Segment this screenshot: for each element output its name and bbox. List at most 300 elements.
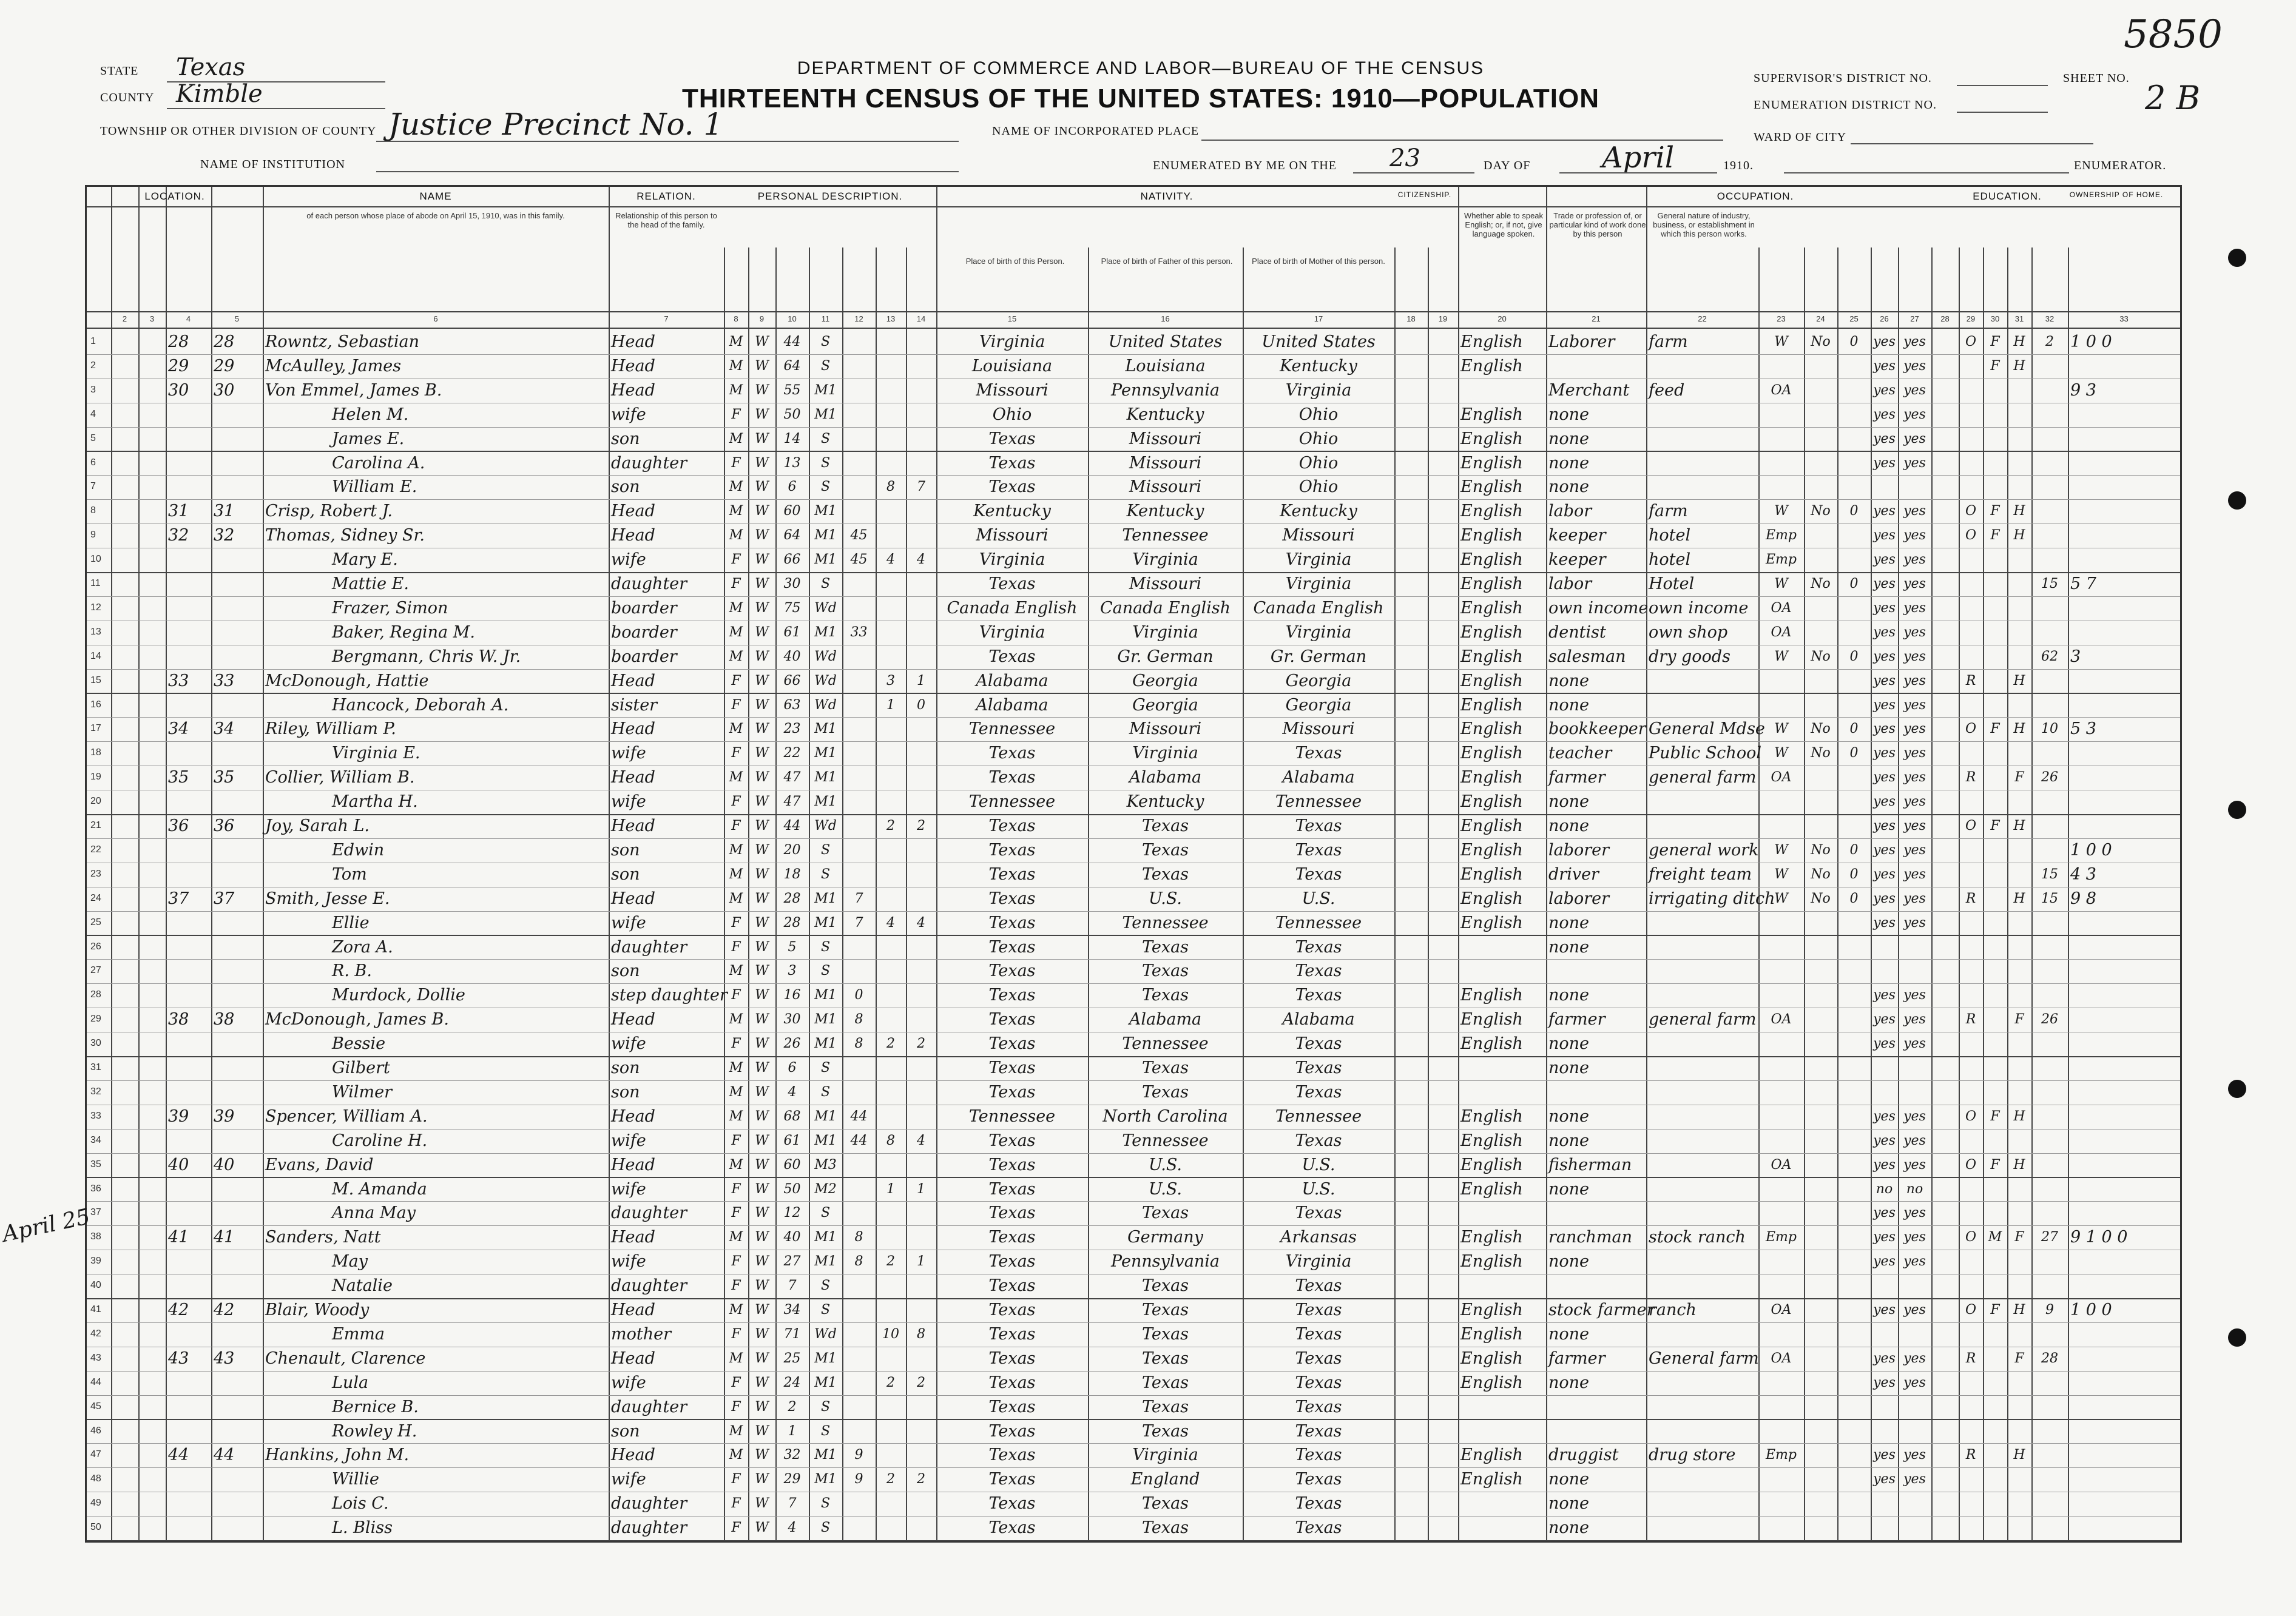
cell-mother-birth: Georgia [1285, 695, 1352, 715]
cell-years-married: 7 [854, 890, 863, 906]
cell-write: yes [1903, 770, 1926, 786]
cell-relation: step daughter [611, 986, 728, 1005]
cell-employ: Emp [1765, 552, 1797, 568]
cell-father-birth: Texas [1141, 1276, 1189, 1296]
cell-marital: S [820, 939, 831, 955]
cell-industry: farm [1649, 332, 1688, 351]
cell-mother-birth: Kentucky [1280, 356, 1357, 375]
column-number: 25 [1849, 314, 1859, 323]
cell-birth: Ohio [992, 405, 1032, 424]
cell-schedule: 10 [2041, 721, 2058, 737]
cell-father-birth: Texas [1141, 1373, 1189, 1392]
cell-age: 64 [783, 528, 801, 544]
column-number: 31 [2014, 314, 2024, 323]
cell-mother-birth: Virginia [1285, 380, 1352, 400]
cell-name: Mary E. [332, 550, 398, 570]
cell-birth: Texas [988, 986, 1036, 1005]
group-location: LOCATION. [144, 190, 205, 202]
cell-father-birth: Missouri [1129, 574, 1202, 593]
cell-race: W [755, 1108, 769, 1124]
cell-birth: Texas [988, 1373, 1036, 1392]
cell-own: O [1965, 721, 1977, 737]
cell-marital: M1 [814, 746, 837, 761]
cell-write: yes [1903, 1254, 1926, 1270]
cell-birth: Missouri [976, 380, 1048, 400]
cell-years-married: 44 [850, 1108, 868, 1124]
cell-language: English [1460, 986, 1523, 1005]
cell-age: 16 [783, 988, 801, 1003]
cell-age: 50 [783, 1181, 801, 1197]
cell-write: yes [1903, 1205, 1926, 1221]
cell-schedule: 27 [2041, 1230, 2058, 1245]
cell-mother-birth: Ohio [1298, 429, 1339, 448]
cell-race: W [755, 624, 769, 640]
cell-marital: S [820, 455, 831, 471]
cell-write: yes [1903, 1012, 1926, 1028]
census-row [87, 330, 2180, 354]
cell-mother-birth: Kentucky [1280, 502, 1357, 521]
census-row [87, 1419, 2180, 1443]
cell-sex: F [731, 1472, 741, 1487]
cell-mother-birth: Virginia [1285, 622, 1352, 642]
cell-race: W [755, 455, 769, 471]
cell-birth: Texas [988, 1204, 1036, 1223]
cell-read: yes [1873, 1012, 1896, 1028]
cell-marital: S [820, 431, 831, 446]
cell-race: W [755, 1012, 769, 1028]
cell-trade: none [1548, 816, 1590, 835]
cell-family: 44 [214, 1446, 235, 1465]
cell-father-birth: Georgia [1132, 671, 1198, 690]
cell-farm: H [2013, 818, 2025, 833]
cell-write: yes [1903, 1472, 1926, 1487]
cell-sex: F [731, 697, 741, 713]
cell-mortgage: F [1990, 334, 2000, 349]
cell-marital: M1 [814, 528, 837, 544]
cell-industry: General farm [1649, 1348, 1759, 1368]
column-number: 3 [149, 314, 155, 323]
cell-read: yes [1873, 552, 1896, 568]
cell-birth: Canada English [947, 598, 1078, 618]
cell-language: English [1460, 502, 1523, 521]
cell-industry: feed [1649, 380, 1685, 400]
cell-race: W [755, 697, 769, 713]
group-name: NAME [419, 190, 452, 202]
cell-own: O [1965, 1302, 1977, 1318]
cell-mother-birth: Texas [1295, 1373, 1342, 1392]
cell-relation: daughter [611, 1204, 687, 1223]
cell-trade: driver [1548, 864, 1599, 884]
census-row [87, 1443, 2180, 1467]
cell-race: W [755, 915, 769, 931]
cell-name: Joy, Sarah L. [265, 816, 370, 835]
group-education: EDUCATION. [1973, 190, 2042, 202]
cell-mother-birth: Texas [1295, 1276, 1342, 1296]
cell-out-of-work: No [1811, 576, 1831, 591]
cell-father-birth: Missouri [1129, 719, 1202, 739]
cell-father-birth: Texas [1141, 1059, 1189, 1077]
cell-relation: daughter [611, 1494, 687, 1513]
cell-sex: F [731, 1133, 741, 1148]
cell-birth: Virginia [979, 332, 1045, 351]
cell-language: English [1460, 889, 1523, 908]
cell-read: yes [1873, 988, 1896, 1003]
cell-race: W [755, 988, 769, 1003]
cell-dwelling: 28 [168, 332, 189, 351]
cell-write: yes [1903, 697, 1926, 713]
census-row [87, 1395, 2180, 1419]
cell-sex: F [731, 1496, 741, 1512]
township-label: TOWNSHIP OR OTHER DIVISION OF COUNTY [100, 124, 377, 138]
census-row [87, 1371, 2180, 1395]
cell-age: 28 [783, 915, 801, 931]
cell-language: English [1460, 768, 1523, 787]
cell-marital: S [820, 866, 831, 882]
cell-father-birth: Texas [1141, 1518, 1189, 1538]
cell-name: Carolina A. [332, 453, 425, 473]
cell-sex: F [731, 1375, 741, 1390]
cell-write: yes [1903, 746, 1926, 761]
binder-hole [2228, 1328, 2246, 1347]
census-row [87, 379, 2180, 402]
cell-relation: Head [611, 502, 655, 521]
cell-write: yes [1903, 552, 1926, 568]
cell-family: 42 [214, 1301, 235, 1319]
census-row [87, 669, 2180, 693]
cell-age: 4 [788, 1520, 797, 1536]
cell-name: Bessie [332, 1034, 386, 1054]
cell-father-birth: Pennsylvania [1111, 1252, 1220, 1271]
cell-own: R [1965, 1350, 1976, 1366]
cell-sex: M [729, 1084, 743, 1100]
cell-father-birth: Tennessee [1122, 526, 1209, 545]
cell-trade: none [1548, 1252, 1590, 1271]
cell-mother-birth: Alabama [1282, 1010, 1355, 1029]
cell-race: W [755, 890, 769, 906]
cell-sex: M [729, 600, 743, 616]
cell-mother-birth: Ohio [1298, 405, 1339, 424]
census-row [87, 1008, 2180, 1031]
cell-mark: 1 0 0 [2070, 840, 2112, 860]
cell-father-birth: Texas [1141, 816, 1189, 835]
cell-birth: Texas [988, 1155, 1036, 1174]
cell-race: W [755, 382, 769, 398]
cell-birth: Texas [988, 1010, 1036, 1029]
cell-language: English [1460, 1228, 1523, 1247]
cell-name: James E. [332, 429, 405, 448]
cell-mother-birth: Texas [1295, 1034, 1342, 1054]
cell-father-birth: Virginia [1132, 622, 1198, 642]
cell-age: 60 [783, 503, 801, 519]
cell-read: yes [1873, 746, 1896, 761]
line-number: 50 [90, 1522, 101, 1533]
line-number: 34 [90, 1134, 101, 1145]
cell-write: yes [1903, 334, 1926, 349]
census-row [87, 1467, 2180, 1491]
line-number: 6 [90, 457, 96, 468]
cell-marital: S [820, 1060, 831, 1076]
cell-marital: S [820, 1520, 831, 1536]
cell-employ: OA [1771, 624, 1792, 640]
cell-mother-birth: Texas [1295, 840, 1342, 860]
cell-mortgage: F [1990, 528, 2000, 544]
line-number: 44 [90, 1376, 101, 1387]
cell-name: Murdock, Dollie [332, 986, 465, 1005]
cell-trade: farmer [1548, 768, 1606, 787]
cell-sex: M [729, 1230, 743, 1245]
cell-language: English [1460, 1106, 1523, 1126]
cell-name: Crisp, Robert J. [265, 502, 393, 521]
cell-race: W [755, 1520, 769, 1536]
cell-name: Wilmer [332, 1082, 393, 1102]
cell-write: yes [1903, 624, 1926, 640]
cell-marital: S [820, 963, 831, 979]
cell-marital: Wd [814, 600, 837, 616]
cell-race: W [755, 1496, 769, 1512]
cell-own: O [1965, 503, 1977, 519]
line-number: 9 [90, 530, 96, 540]
cell-dwelling: 37 [168, 889, 189, 908]
cell-trade: druggist [1548, 1446, 1619, 1465]
cell-mother-birth: Texas [1295, 1421, 1342, 1441]
cell-children-born: 2 [886, 1254, 895, 1270]
cell-read: yes [1873, 503, 1896, 519]
cell-children-born: 1 [886, 1181, 895, 1197]
cell-years-married: 33 [850, 624, 868, 640]
cell-relation: son [611, 1059, 640, 1077]
cell-name: Martha H. [332, 792, 418, 812]
cell-language: English [1460, 574, 1523, 593]
cell-write: yes [1903, 1036, 1926, 1052]
column-number: 17 [1314, 314, 1323, 323]
line-number: 49 [90, 1498, 101, 1509]
cell-name: Lois C. [332, 1494, 389, 1513]
margin-date-note: April 25 [0, 1204, 93, 1247]
cell-father-birth: Gr. German [1117, 647, 1214, 666]
cell-language: English [1460, 840, 1523, 860]
cell-race: W [755, 1447, 769, 1463]
census-row [87, 887, 2180, 911]
cell-sex: M [729, 479, 743, 495]
cell-father-birth: Texas [1141, 1348, 1189, 1368]
line-number: 3 [90, 384, 96, 395]
census-row [87, 621, 2180, 644]
cell-language: English [1460, 332, 1523, 351]
cell-weeks: 0 [1849, 746, 1859, 761]
cell-industry: Hotel [1649, 574, 1695, 593]
cell-children-living: 2 [917, 1375, 925, 1390]
cell-farm: H [2013, 1302, 2025, 1318]
cell-write: yes [1903, 842, 1926, 858]
cell-family: 28 [214, 332, 235, 351]
cell-write: yes [1903, 455, 1926, 471]
cell-name: Chenault, Clarence [265, 1348, 426, 1368]
sheet-label: SHEET NO. [2063, 72, 2130, 85]
cell-write: yes [1903, 866, 1926, 882]
cell-children-born: 2 [886, 1472, 895, 1487]
cell-relation: Head [611, 1010, 655, 1029]
cell-age: 14 [783, 431, 801, 446]
cell-language: English [1460, 1348, 1523, 1368]
cell-sex: F [731, 746, 741, 761]
cell-children-living: 4 [917, 552, 925, 568]
cell-relation: wife [611, 550, 646, 570]
cell-sex: M [729, 648, 743, 664]
cell-race: W [755, 479, 769, 495]
cell-out-of-work: No [1811, 842, 1831, 858]
cell-trade: own income [1548, 598, 1649, 618]
cell-farm: F [2014, 1012, 2024, 1028]
cell-read: yes [1873, 624, 1896, 640]
cell-age: 29 [783, 1472, 801, 1487]
cell-mother-birth: Texas [1295, 1204, 1342, 1223]
cell-children-living: 1 [917, 1254, 925, 1270]
cell-children-living: 1 [917, 1181, 925, 1197]
cell-read: yes [1873, 528, 1896, 544]
cell-father-birth: Virginia [1132, 744, 1198, 763]
cell-employ: W [1774, 890, 1788, 906]
cell-sex: M [729, 358, 743, 374]
cell-age: 40 [783, 1230, 801, 1245]
cell-race: W [755, 1205, 769, 1221]
census-row [87, 572, 2180, 596]
cell-weeks: 0 [1849, 866, 1859, 882]
cell-out-of-work: No [1811, 721, 1831, 737]
cell-employ: W [1774, 866, 1788, 882]
cell-age: 64 [783, 358, 801, 374]
cell-schedule: 2 [2045, 334, 2054, 349]
line-number: 36 [90, 1183, 101, 1194]
cell-race: W [755, 1157, 769, 1173]
cell-trade: none [1548, 1106, 1590, 1126]
cell-age: 32 [783, 1447, 801, 1463]
cell-sex: F [731, 1399, 741, 1415]
cell-children-born: 2 [886, 1036, 895, 1052]
cell-dwelling: 31 [168, 502, 189, 521]
cell-language: English [1460, 477, 1523, 497]
census-row [87, 959, 2180, 983]
cell-sex: F [731, 794, 741, 810]
line-number: 28 [90, 989, 101, 1000]
enumerated-month: April [1602, 141, 1675, 175]
trade-column-head: Trade or profession of, or particular kind of work done by this person [1549, 211, 1646, 238]
cell-sex: M [729, 334, 743, 349]
cell-relation: wife [611, 1179, 646, 1199]
cell-dwelling: 35 [168, 768, 189, 787]
cell-age: 7 [788, 1496, 797, 1512]
cell-employ: OA [1771, 1302, 1792, 1318]
cell-marital: M1 [814, 552, 837, 568]
column-number: 22 [1698, 314, 1707, 323]
cell-employ: W [1774, 721, 1788, 737]
census-row [87, 1129, 2180, 1153]
cell-family: 35 [214, 768, 235, 787]
census-title: THIRTEENTH CENSUS OF THE UNITED STATES: 1910—POPULATION [681, 84, 1599, 113]
binder-hole [2228, 249, 2246, 267]
group-relation: RELATION. [636, 190, 696, 202]
cell-farm: H [2013, 528, 2025, 544]
cell-father-birth: Missouri [1129, 429, 1202, 448]
cell-mother-birth: Texas [1295, 1301, 1342, 1319]
cell-children-living: 2 [917, 1472, 925, 1487]
cell-industry: irrigating ditch [1649, 889, 1775, 908]
cell-father-birth: Virginia [1132, 1446, 1198, 1465]
column-number: 2 [122, 314, 127, 323]
cell-marital: S [820, 1084, 831, 1100]
census-row [87, 475, 2180, 499]
cell-dwelling: 43 [168, 1348, 189, 1368]
cell-name: Ellie [332, 913, 370, 932]
cell-relation: daughter [611, 574, 687, 593]
cell-marital: Wd [814, 818, 837, 833]
cell-birth: Kentucky [973, 502, 1051, 521]
cell-marital: S [820, 576, 831, 591]
cell-read: yes [1873, 1230, 1896, 1245]
census-row [87, 983, 2180, 1007]
cell-schedule: 9 [2045, 1302, 2054, 1318]
cell-name: Zora A. [332, 937, 393, 957]
cell-mother-birth: Missouri [1282, 719, 1355, 739]
cell-relation: boarder [611, 598, 677, 618]
cell-relation: wife [611, 744, 646, 763]
cell-trade: keeper [1548, 526, 1606, 545]
cell-name: Caroline H. [332, 1131, 428, 1150]
cell-sex: F [731, 988, 741, 1003]
cell-father-birth: Texas [1141, 1204, 1189, 1223]
cell-write: yes [1903, 1447, 1926, 1463]
cell-mark: 5 7 [2070, 574, 2096, 593]
cell-trade: none [1548, 1131, 1590, 1150]
cell-family: 33 [214, 671, 235, 690]
cell-relation: son [611, 961, 640, 981]
cell-farm: H [2013, 503, 2025, 519]
cell-mother-birth: Texas [1295, 816, 1342, 835]
cell-language: English [1460, 453, 1523, 473]
cell-industry: hotel [1649, 526, 1691, 545]
cell-age: 47 [783, 794, 801, 810]
cell-father-birth: Texas [1141, 961, 1189, 981]
cell-mortgage: F [1990, 1157, 2000, 1173]
cell-trade: none [1548, 429, 1590, 448]
cell-mother-birth: Texas [1295, 1348, 1342, 1368]
cell-race: W [755, 866, 769, 882]
cell-name: Willie [332, 1470, 379, 1489]
cell-children-living: 1 [917, 673, 925, 688]
cell-dwelling: 32 [168, 526, 189, 545]
cell-relation: wife [611, 405, 646, 424]
cell-age: 47 [783, 770, 801, 786]
cell-relation: Head [611, 1446, 655, 1465]
cell-employ: W [1774, 503, 1788, 519]
cell-relation: wife [611, 1034, 646, 1054]
line-number: 2 [90, 360, 96, 371]
census-row [87, 1201, 2180, 1225]
cell-industry: own income [1649, 598, 1749, 618]
cell-own: O [1965, 334, 1977, 349]
cell-schedule: 15 [2041, 866, 2058, 882]
cell-sex: F [731, 673, 741, 688]
cell-age: 24 [783, 1375, 801, 1390]
cell-age: 25 [783, 1350, 801, 1366]
cell-employ: W [1774, 842, 1788, 858]
cell-years-married: 45 [850, 528, 868, 544]
cell-language: English [1460, 1179, 1523, 1199]
cell-read: yes [1873, 721, 1896, 737]
cell-write: yes [1903, 1230, 1926, 1245]
cell-write: yes [1903, 1375, 1926, 1390]
cell-birth: Texas [988, 1252, 1036, 1271]
cell-birth: Texas [988, 816, 1036, 835]
